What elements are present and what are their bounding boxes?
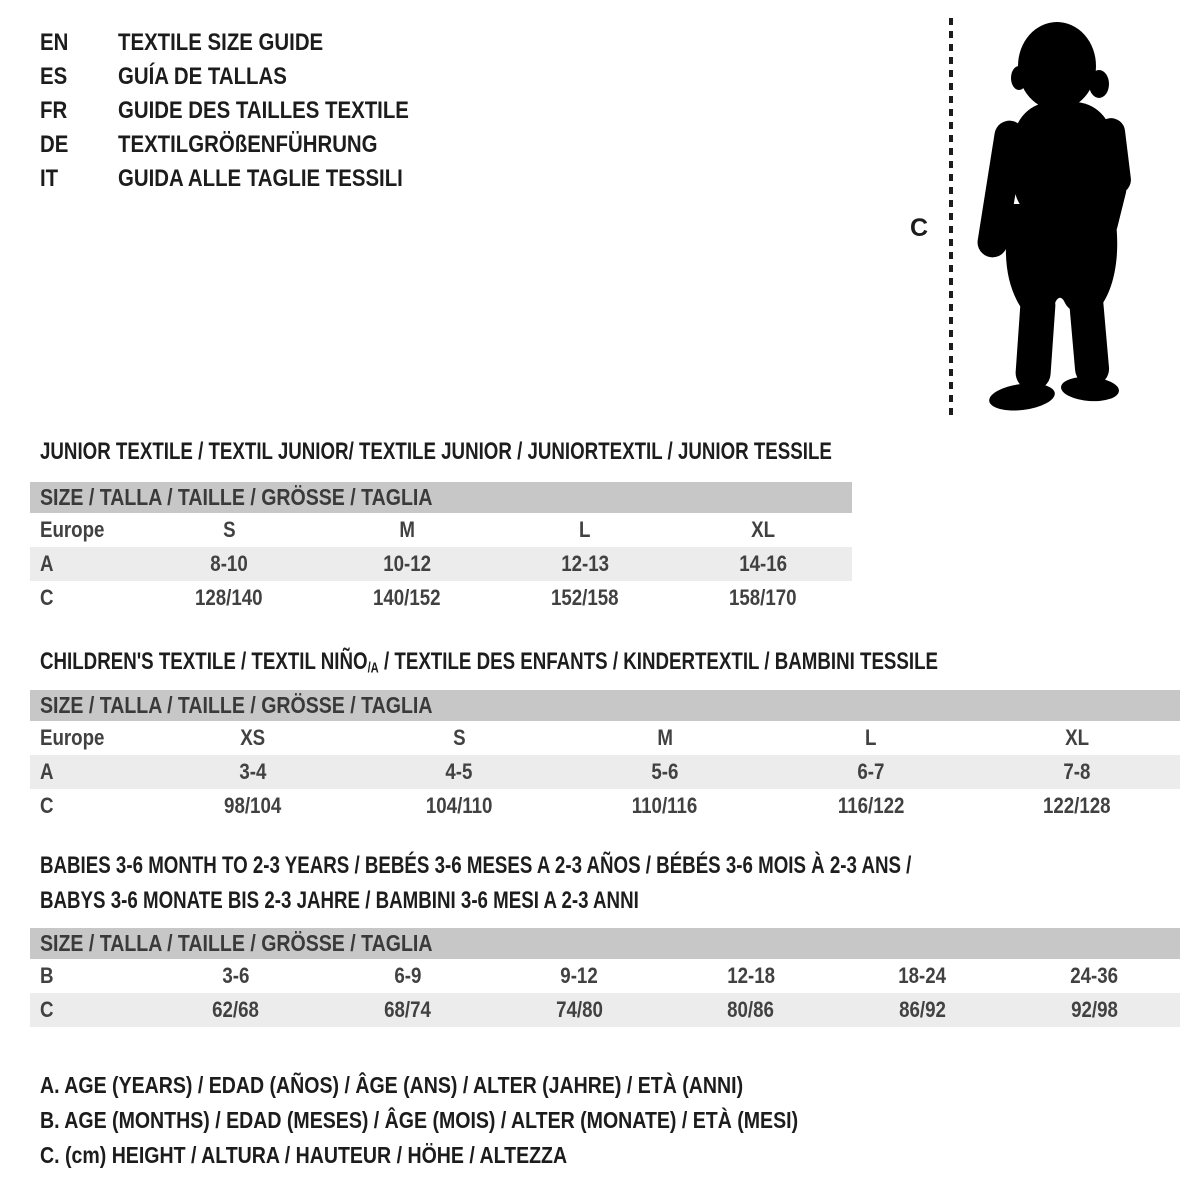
table-cell <box>674 517 852 543</box>
table-row <box>30 513 852 547</box>
table-cell-value: 140/152 <box>373 585 441 610</box>
table-cell-value: 12-18 <box>726 963 775 988</box>
language-title: GUÍA DE TALLAS <box>118 63 287 90</box>
table-cell-value: 86/92 <box>899 997 946 1022</box>
table-cell <box>150 759 356 785</box>
children-heading-sub: /A <box>367 660 379 677</box>
table-cell-value: 3-6 <box>222 963 250 988</box>
legend-line-b: B. AGE (MONTHS) / EDAD (MESES) / ÂGE (MOIS) / ALTER (MONATE) / ETÀ (MESI) <box>40 1107 799 1133</box>
language-title: TEXTILGRÖßENFÜHRUNG <box>118 131 378 158</box>
table-cell-value: 10-12 <box>383 551 431 576</box>
table-cell <box>768 793 974 819</box>
language-code: EN <box>40 29 69 56</box>
table-cell <box>356 759 562 785</box>
table-cell <box>318 517 496 543</box>
table-cell <box>665 997 837 1023</box>
table-cell <box>150 963 322 989</box>
language-row-en <box>40 26 460 60</box>
row-label-text: C <box>40 793 54 818</box>
table-cell <box>1008 963 1180 989</box>
table-header-label: SIZE / TALLA / TAILLE / GRÖSSE / TAGLIA <box>40 930 433 956</box>
table-cell <box>318 585 496 611</box>
children-size-table <box>30 690 1180 823</box>
table-cell <box>674 551 852 577</box>
babies-size-table <box>30 928 1180 1027</box>
table-cell-value: 18-24 <box>898 963 947 988</box>
table-cell-value: 7-8 <box>1063 759 1091 784</box>
babies-heading-line2: BABYS 3-6 MONATE BIS 2-3 JAHRE / BAMBINI 3-6 MESI A 2-3 ANNI <box>40 887 639 914</box>
language-code: ES <box>40 63 68 90</box>
table-cell-value: M <box>399 517 415 542</box>
language-title: GUIDE DES TAILLES TEXTILE <box>118 97 409 124</box>
row-label <box>30 585 140 611</box>
language-row-es <box>40 60 460 94</box>
table-cell-value: M <box>657 725 673 750</box>
row-label-text: C <box>40 585 54 610</box>
children-heading-text <box>40 644 938 687</box>
table-cell <box>140 551 318 577</box>
language-row-it <box>40 162 460 196</box>
table-cell <box>974 793 1180 819</box>
row-label-text: Europe <box>40 517 105 542</box>
height-marker-label: C <box>910 214 929 242</box>
row-label-text: Europe <box>40 725 105 750</box>
table-cell-value: L <box>865 725 877 750</box>
row-label <box>30 997 150 1023</box>
children-heading-part2: / TEXTILE DES ENFANTS / KINDERTEXTIL / BAMBINI TESSILE <box>378 648 939 675</box>
table-cell-value: 104/110 <box>425 793 493 818</box>
measurement-legend <box>40 1068 932 1173</box>
table-cell-value: 122/128 <box>1043 793 1111 818</box>
table-row <box>30 547 852 581</box>
table-cell <box>562 793 768 819</box>
table-cell <box>356 793 562 819</box>
babies-heading-line1: BABIES 3-6 MONTH TO 2-3 YEARS / BEBÉS 3-6 MESES A 2-3 AÑOS / BÉBÉS 3-6 MOIS À 2-3 ANS / <box>40 852 912 879</box>
language-title: GUIDA ALLE TAGLIE TESSILI <box>118 165 403 192</box>
table-cell-value: 6-7 <box>857 759 885 784</box>
table-row <box>30 581 852 615</box>
table-cell <box>768 759 974 785</box>
table-cell <box>318 551 496 577</box>
table-cell-value: 12-13 <box>561 551 609 576</box>
row-label <box>30 517 140 543</box>
table-cell <box>150 725 356 751</box>
table-cell-value: 9-12 <box>560 963 598 988</box>
table-cell <box>674 585 852 611</box>
height-dashed-line <box>949 18 953 418</box>
table-cell-value: 74/80 <box>555 997 603 1022</box>
table-cell-value: 116/122 <box>837 793 905 818</box>
row-label-text: C <box>40 997 54 1022</box>
children-section-heading <box>40 644 1191 687</box>
table-cell <box>496 551 674 577</box>
table-cell-value: L <box>579 517 591 542</box>
table-cell <box>837 997 1009 1023</box>
table-cell <box>1008 997 1180 1023</box>
table-cell-value: XL <box>751 517 775 542</box>
table-header-bar <box>30 928 1180 959</box>
row-label <box>30 759 150 785</box>
table-cell <box>768 725 974 751</box>
table-cell <box>356 725 562 751</box>
table-cell <box>974 759 1180 785</box>
junior-section-heading <box>40 434 1055 469</box>
table-cell-value: 24-36 <box>1070 963 1119 988</box>
table-row <box>30 789 1180 823</box>
table-row <box>30 959 1180 993</box>
children-heading-part1: CHILDREN'S TEXTILE / TEXTIL NIÑO <box>40 648 368 675</box>
table-cell-value: 5-6 <box>651 759 679 784</box>
table-cell <box>562 725 768 751</box>
table-cell <box>562 759 768 785</box>
table-cell-value: 152/158 <box>551 585 619 610</box>
row-label <box>30 725 150 751</box>
table-cell-value: 8-10 <box>210 551 248 576</box>
junior-size-table <box>30 482 852 615</box>
table-header-bar <box>30 482 852 513</box>
table-cell <box>140 585 318 611</box>
table-cell-value: XS <box>240 725 266 750</box>
babies-section-heading <box>40 848 1157 918</box>
table-cell-value: 6-9 <box>393 963 422 988</box>
table-cell <box>150 793 356 819</box>
table-cell-value: 3-4 <box>239 759 267 784</box>
table-cell <box>493 997 665 1023</box>
legend-line-a: A. AGE (YEARS) / EDAD (AÑOS) / ÂGE (ANS) / ALTER (JAHRE) / ETÀ (ANNI) <box>40 1072 744 1098</box>
table-row <box>30 721 1180 755</box>
table-header-label: SIZE / TALLA / TAILLE / GRÖSSE / TAGLIA <box>40 484 433 510</box>
table-cell <box>974 725 1180 751</box>
table-cell <box>322 997 494 1023</box>
table-cell <box>496 585 674 611</box>
table-cell <box>493 963 665 989</box>
table-cell <box>496 517 674 543</box>
table-cell-value: 62/68 <box>212 997 260 1022</box>
table-cell <box>837 963 1009 989</box>
table-row <box>30 993 1180 1027</box>
language-list <box>40 26 460 196</box>
table-cell-value: 80/86 <box>727 997 775 1022</box>
table-cell-value: 98/104 <box>224 793 282 818</box>
table-cell <box>322 963 494 989</box>
row-label <box>30 793 150 819</box>
table-row <box>30 755 1180 789</box>
row-label <box>30 551 140 577</box>
table-cell-value: 92/98 <box>1070 997 1118 1022</box>
language-code: DE <box>40 131 69 158</box>
table-cell-value: 14-16 <box>739 551 787 576</box>
table-cell-value: XL <box>1065 725 1089 750</box>
table-cell <box>150 997 322 1023</box>
language-row-de <box>40 128 460 162</box>
table-cell-value: 158/170 <box>729 585 797 610</box>
table-cell-value: 4-5 <box>445 759 473 784</box>
table-header-label: SIZE / TALLA / TAILLE / GRÖSSE / TAGLIA <box>40 692 433 718</box>
row-label-text: A <box>40 759 54 784</box>
row-label-text: B <box>40 963 54 988</box>
table-cell-value: 110/116 <box>632 793 698 818</box>
language-code: FR <box>40 97 68 124</box>
language-code: IT <box>40 165 59 192</box>
table-cell-value: S <box>452 725 466 750</box>
language-title: TEXTILE SIZE GUIDE <box>118 29 324 56</box>
table-cell-value: 128/140 <box>195 585 263 610</box>
table-cell <box>665 963 837 989</box>
toddler-silhouette-image <box>962 12 1140 420</box>
row-label <box>30 963 150 989</box>
language-row-fr <box>40 94 460 128</box>
legend-line-c: C. (cm) HEIGHT / ALTURA / HAUTEUR / HÖHE / ALTEZZA <box>40 1142 568 1168</box>
table-cell-value: S <box>222 517 236 542</box>
table-header-bar <box>30 690 1180 721</box>
table-cell-value: 68/74 <box>384 997 431 1022</box>
table-cell <box>140 517 318 543</box>
junior-heading-text: JUNIOR TEXTILE / TEXTIL JUNIOR/ TEXTILE JUNIOR / JUNIORTEXTIL / JUNIOR TESSILE <box>40 438 832 465</box>
row-label-text: A <box>40 551 54 576</box>
